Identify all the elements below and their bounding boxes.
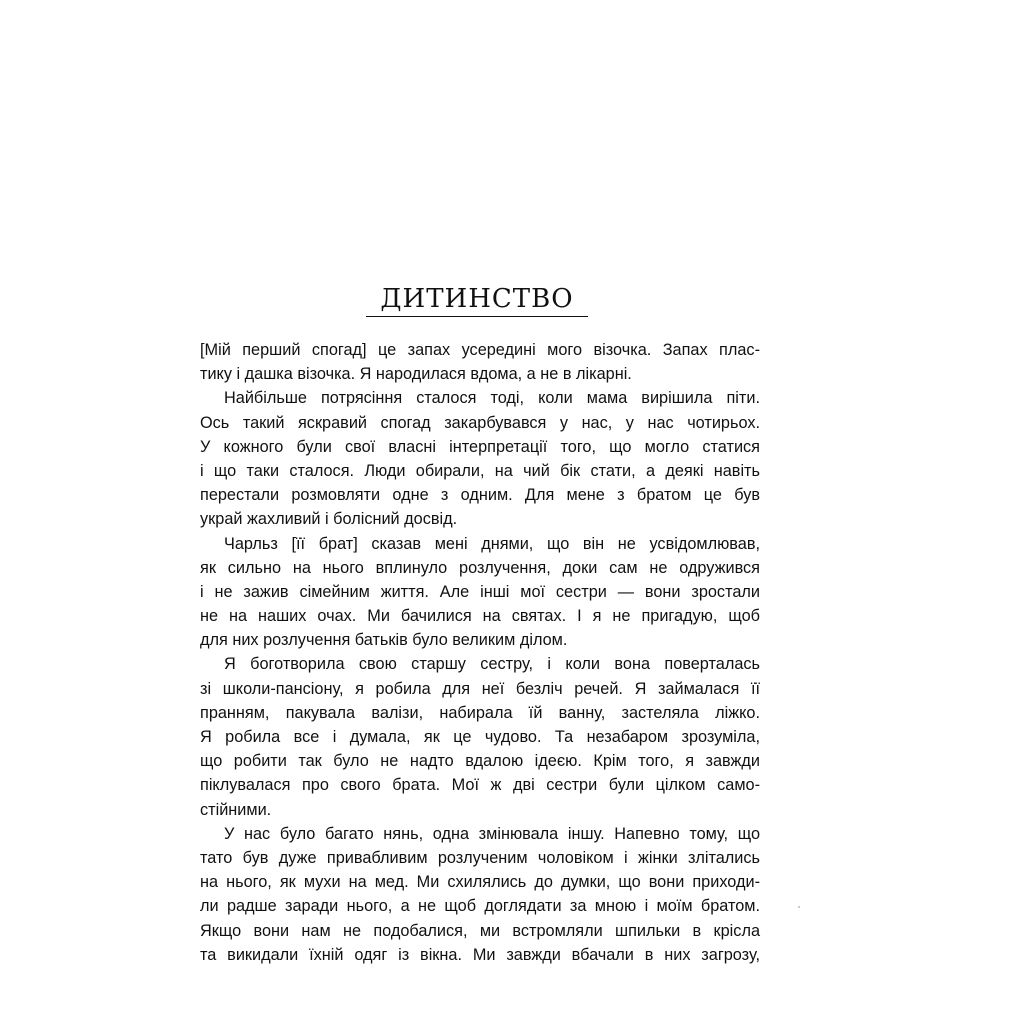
text-line: У кожного були свої власні інтерпретації того, що могло статися: [200, 437, 760, 456]
text-line: як сильно на нього вплинуло розлучення, доки сам не одружився: [200, 558, 760, 577]
text-line: що робити так було не надто вдалою ідеєю. Крім того, я завжди: [200, 752, 760, 771]
text-line: перестали розмовляти одне з одним. Для мене з братом це був: [200, 486, 760, 505]
text-line: тато був дуже привабливим розлученим чоловіком і жінки злітались: [200, 848, 760, 867]
title-underline: [366, 316, 588, 317]
text-line: У нас було багато нянь, одна змінювала іншу. Напевно тому, що: [224, 824, 760, 843]
text-line: Якщо вони нам не подобалися, ми встромляли шпильки в крісла: [200, 921, 760, 940]
text-line: Я робила все і думала, як це чудово. Та незабаром зрозуміла,: [200, 728, 760, 746]
text-line: украй жахливий і болісний досвід.: [200, 510, 458, 529]
text-line: Чарльз [її брат] сказав мені днями, що він не усвідомлював,: [224, 534, 760, 553]
text-line: [Мій перший спогад] це запах усередині мого візочка. Запах плас-: [200, 341, 760, 359]
text-line: Найбільше потрясіння сталося тоді, коли мама вирішила піти.: [224, 389, 760, 408]
text-line: стійними.: [200, 800, 272, 819]
text-line: ли радше заради нього, а не щоб доглядати за мною і моїм братом.: [200, 897, 760, 916]
text-line: та викидали їхній одяг із вікна. Ми завжди вбачали в них загрозу,: [200, 945, 760, 964]
body-text: [200, 338, 760, 967]
text-line: для них розлучення батьків було великим ділом.: [200, 631, 568, 650]
text-line: піклувалася про свого брата. Мої ж дві сестри були цілком само-: [200, 776, 760, 795]
text-line: зі школи-пансіону, я робила для неї безліч речей. Я займалася її: [200, 679, 760, 698]
text-line: Я боготворила свою старшу сестру, і коли вона поверталась: [224, 655, 760, 674]
text-line: і що таки сталося. Люди обирали, на чий бік стати, а деякі навіть: [200, 461, 760, 480]
text-line: на нього, як мухи на мед. Ми схилялись до думки, що вони приходи-: [200, 873, 760, 892]
text-line: не на наших очах. Ми бачилися на святах. І я не пригадую, щоб: [200, 607, 760, 626]
text-line: Ось такий яскравий спогад закарбувався у нас, у нас чотирьох.: [200, 413, 760, 432]
text-line: і не зажив сімейним життя. Але інші мої сестри — вони зростали: [200, 582, 760, 601]
text-line: тику і дашка візочка. Я народилася вдома, а не в лікарні.: [200, 365, 632, 384]
chapter-title: ДИТИНСТВО: [380, 284, 574, 314]
text-line: пранням, пакувала валізи, набирала їй ванну, застеляла ліжко.: [200, 703, 760, 722]
scan-speck: [798, 906, 800, 908]
